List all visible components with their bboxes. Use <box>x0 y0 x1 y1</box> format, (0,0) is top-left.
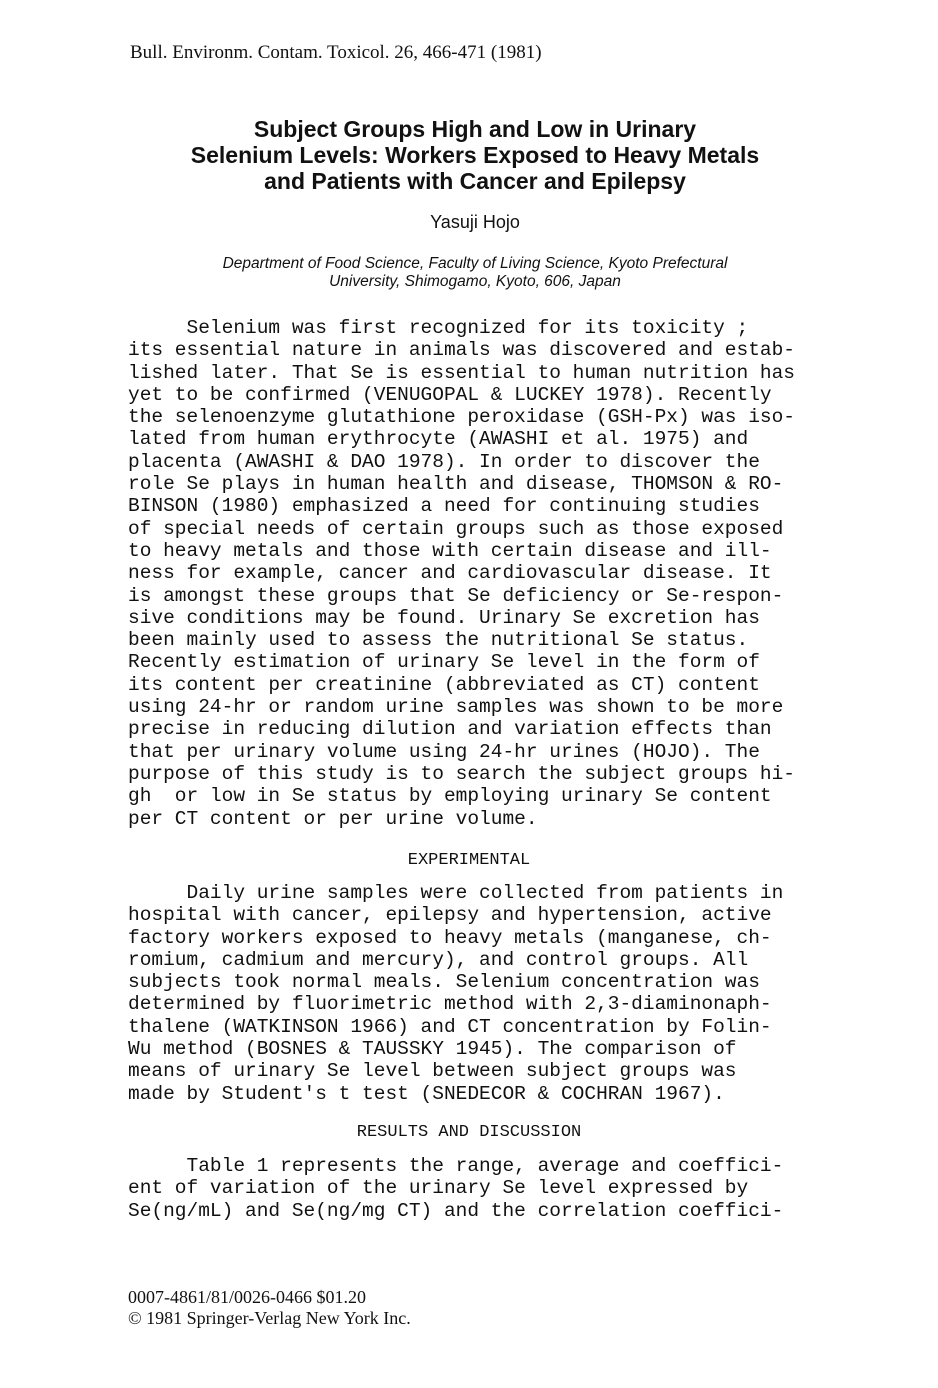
text-line: hospital with cancer, epilepsy and hypertension, active <box>128 904 772 927</box>
text-line: made by Student's t test (SNEDECOR & COCHRAN 1967). <box>128 1082 725 1105</box>
affiliation-line: Department of Food Science, Faculty of Living Science, Kyoto Prefectural <box>222 255 728 272</box>
text-line: Daily urine samples were collected from patients in <box>128 882 784 904</box>
text-line: yet to be confirmed (VENUGOPAL & LUCKEY 1978). Recently <box>128 383 772 406</box>
text-line: precise in reducing dilution and variation effects than <box>128 718 772 741</box>
text-line: purpose of this study is to search the subject groups hi- <box>128 762 796 785</box>
experimental-paragraph <box>128 882 783 1105</box>
author-name: Yasuji Hojo <box>430 212 520 232</box>
text-line: Se(ng/mL) and Se(ng/mg CT) and the correlation coeffici- <box>128 1199 784 1222</box>
paper-title <box>100 116 850 194</box>
text-line: Table 1 represents the range, average and coeffici- <box>128 1155 784 1177</box>
text-line: Selenium was first recognized for its toxicity ; <box>128 317 749 339</box>
text-line: Recently estimation of urinary Se level in the form of <box>128 651 760 674</box>
text-line: factory workers exposed to heavy metals (manganese, ch- <box>128 926 772 949</box>
text-line: lished later. That Se is essential to human nutrition has <box>128 361 796 384</box>
text-line: using 24-hr or random urine samples was shown to be more <box>128 696 784 719</box>
text-line: BINSON (1980) emphasized a need for continuing studies <box>128 495 760 518</box>
title-line: Subject Groups High and Low in Urinary <box>253 116 697 142</box>
title-line: and Patients with Cancer and Epilepsy <box>264 168 686 194</box>
text-line: that per urinary volume using 24-hr urines (HOJO). The <box>128 740 760 763</box>
affiliation <box>100 255 850 291</box>
journal-reference: Bull. Environm. Contam. Toxicol. 26, 466-471 (1981) <box>130 42 542 63</box>
text-line: is amongst these groups that Se deficiency or Se-respon- <box>128 584 784 607</box>
text-line: Wu method (BOSNES & TAUSSKY 1945). The comparison of <box>128 1038 737 1061</box>
text-line: lated from human erythrocyte (AWASHI et al. 1975) and <box>128 428 749 451</box>
text-line: role Se plays in human health and disease, THOMSON & RO- <box>128 473 784 496</box>
title-line: Selenium Levels: Workers Exposed to Heavy Metals <box>190 142 760 168</box>
text-line: been mainly used to assess the nutritional Se status. <box>128 629 749 652</box>
text-line: of special needs of certain groups such as those exposed <box>128 517 784 540</box>
text-line: the selenoenzyme glutathione peroxidase (GSH-Px) was iso- <box>128 406 796 429</box>
text-line: ness for example, cancer and cardiovascular disease. It <box>128 562 772 585</box>
results-heading: RESULTS AND DISCUSSION <box>356 1123 582 1142</box>
text-line: placenta (AWASHI & DAO 1978). In order to discover the <box>128 450 760 473</box>
text-line: gh or low in Se status by employing urinary Se content <box>128 785 772 808</box>
text-line: subjects took normal meals. Selenium concentration was <box>128 971 760 994</box>
affiliation-line: University, Shimogamo, Kyoto, 606, Japan <box>329 273 621 290</box>
text-line: its content per creatinine (abbreviated as CT) content <box>128 673 760 696</box>
results-paragraph <box>128 1155 783 1222</box>
text-line: romium, cadmium and mercury), and control groups. All <box>128 948 749 971</box>
text-line: per CT content or per urine volume. <box>128 807 538 830</box>
experimental-heading: EXPERIMENTAL <box>407 851 531 870</box>
footer-line: © 1981 Springer-Verlag New York Inc. <box>128 1308 411 1328</box>
text-line: to heavy metals and those with certain disease and ill- <box>128 539 772 562</box>
text-line: sive conditions may be found. Urinary Se excretion has <box>128 606 760 629</box>
introduction-paragraph <box>128 317 795 830</box>
text-line: thalene (WATKINSON 1966) and CT concentration by Folin- <box>128 1015 772 1038</box>
footer-line: 0007-4861/81/0026-0466 $01.20 <box>128 1287 366 1307</box>
text-line: its essential nature in animals was discovered and estab- <box>128 339 796 362</box>
copyright-footer <box>128 1287 411 1329</box>
text-line: means of urinary Se level between subject groups was <box>128 1060 737 1083</box>
text-line: determined by fluorimetric method with 2,3-diaminonaph- <box>128 993 772 1016</box>
text-line: ent of variation of the urinary Se level expressed by <box>128 1177 749 1200</box>
